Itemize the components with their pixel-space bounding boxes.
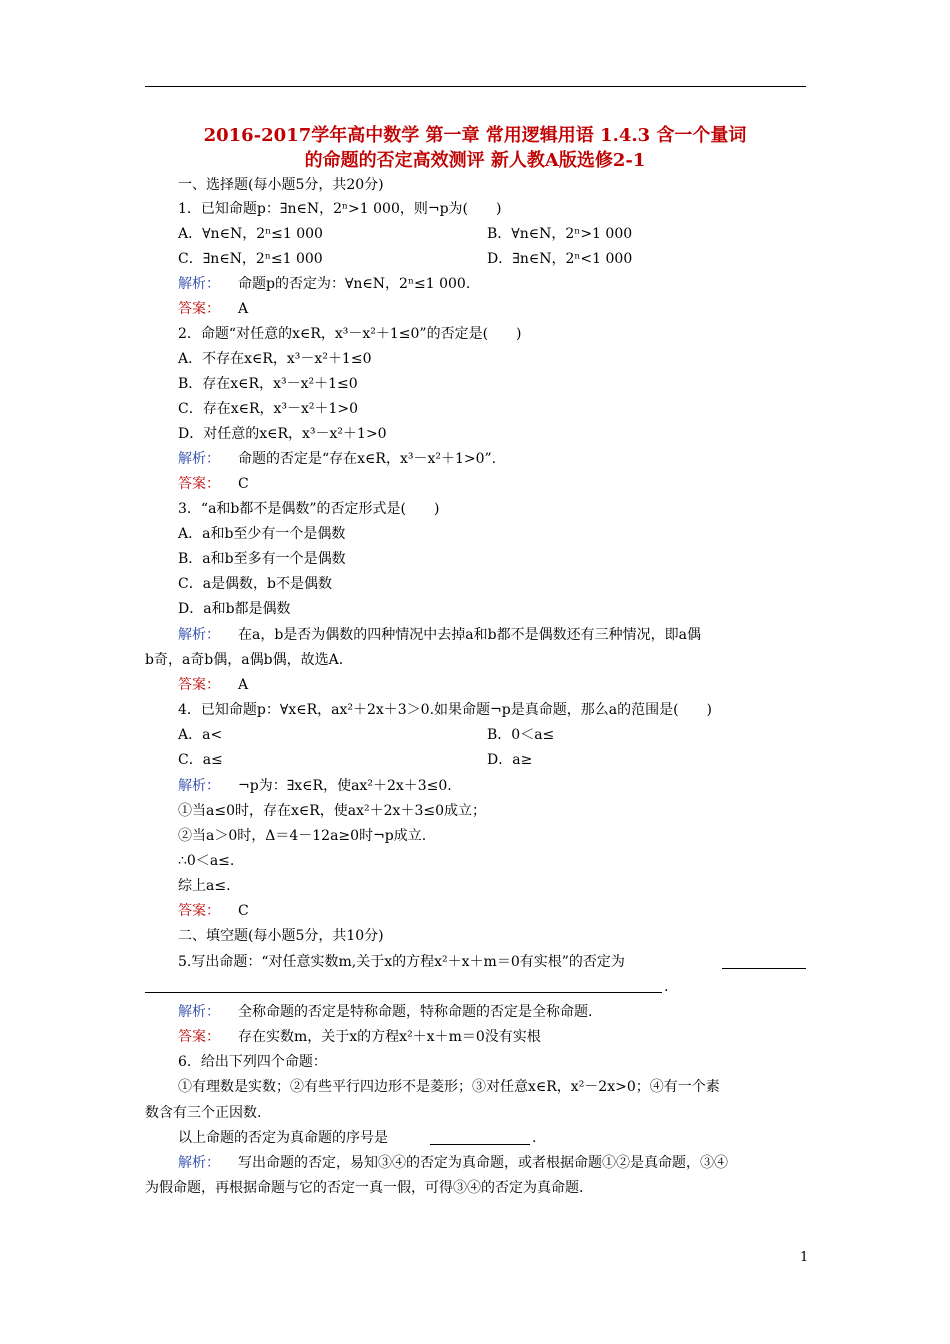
q3-option-d: D．a和b都是偶数 — [178, 601, 291, 617]
q4-step-3: ∴0＜a≤. — [178, 853, 235, 869]
analysis-text: 命题p的否定为：∀n∈N，2ⁿ≤1 000. — [238, 276, 471, 292]
q1-option-a: A．∀n∈N，2ⁿ≤1 000 — [178, 226, 323, 242]
q5-answer-blank — [722, 968, 806, 969]
q3-analysis — [178, 625, 701, 645]
q4-stem: 4．已知命题p：∀x∈R，ax²＋2x＋3＞0.如果命题¬p是真命题，那么a的范围是( ) — [178, 702, 713, 718]
q5-answer — [178, 1027, 541, 1047]
answer-label: 答案： — [178, 301, 220, 317]
q2-analysis — [178, 449, 496, 469]
section-2-heading: 二、填空题(每小题5分，共10分) — [178, 928, 384, 944]
q4-step-4: 综上a≤. — [178, 878, 231, 894]
q3-option-b: B．a和b至多有一个是偶数 — [178, 551, 346, 567]
q5-analysis — [178, 1002, 592, 1022]
q1-answer — [178, 299, 248, 319]
q1-option-d: D．∃n∈N，2ⁿ<1 000 — [487, 251, 633, 267]
q5-end-period: . — [664, 979, 669, 995]
q4-analysis — [178, 776, 452, 796]
q6-analysis — [178, 1153, 728, 1173]
q2-option-a: A．不存在x∈R，x³－x²＋1≤0 — [178, 351, 372, 367]
analysis-label: 解析： — [178, 1155, 220, 1171]
q1-analysis — [178, 274, 470, 294]
q3-answer — [178, 675, 248, 695]
q2-option-c: C．存在x∈R，x³－x²＋1>0 — [178, 401, 359, 417]
analysis-label: 解析： — [178, 627, 220, 643]
q2-option-b: B．存在x∈R，x³－x²＋1≤0 — [178, 376, 358, 392]
q4-option-c: C．a≤ — [178, 752, 223, 768]
analysis-text: 命题的否定是“存在x∈R，x³－x²＋1>0”. — [238, 451, 497, 467]
q4-option-d: D．a≥ — [487, 752, 533, 768]
q3-analysis-cont: b奇，a奇b偶，a偶b偶，故选A. — [145, 652, 344, 668]
doc-title-line1: 2016-2017学年高中数学 第一章 常用逻辑用语 1.4.3 含一个量词 — [203, 125, 747, 146]
q1-stem: 1．已知命题p：∃n∈N，2ⁿ>1 000，则¬p为( ) — [178, 201, 502, 217]
analysis-label: 解析： — [178, 451, 220, 467]
answer-text: 存在实数m，关于x的方程x²＋x＋m＝0没有实根 — [238, 1029, 541, 1045]
q5-answer-blank-line2 — [145, 992, 662, 993]
q6-answer-blank — [430, 1144, 530, 1145]
analysis-text: 全称命题的否定是特称命题，特称命题的否定是全称命题. — [238, 1004, 593, 1020]
analysis-label: 解析： — [178, 276, 220, 292]
q4-option-b: B．0＜a≤ — [487, 727, 555, 743]
q4-answer — [178, 901, 249, 921]
answer-text: A — [238, 301, 249, 317]
q1-option-b: B．∀n∈N，2ⁿ>1 000 — [487, 226, 633, 242]
answer-label: 答案： — [178, 903, 220, 919]
q6-analysis-cont: 为假命题，再根据命题与它的否定一真一假，可得③④的否定为真命题. — [145, 1180, 584, 1196]
analysis-label: 解析： — [178, 778, 220, 794]
q1-option-c: C．∃n∈N，2ⁿ≤1 000 — [178, 251, 323, 267]
q6-propositions: ①有理数是实数；②有些平行四边形不是菱形；③对任意x∈R，x²－2x>0；④有一个素 — [178, 1079, 720, 1095]
q6-propositions-cont: 数含有三个正因数. — [145, 1105, 262, 1121]
q6-stem: 6．给出下列四个命题： — [178, 1054, 327, 1070]
q4-step-1: ①当a≤0时，存在x∈R，使ax²＋2x＋3≤0成立； — [178, 803, 486, 819]
answer-label: 答案： — [178, 476, 220, 492]
q6-end-period: . — [532, 1130, 537, 1146]
answer-label: 答案： — [178, 1029, 220, 1045]
analysis-text: ¬p为：∃x∈R，使ax²＋2x＋3≤0. — [238, 778, 452, 794]
doc-title-line2: 的命题的否定高效测评 新人教A版选修2-1 — [304, 150, 646, 171]
q2-answer — [178, 474, 249, 494]
header-rule — [145, 86, 806, 87]
q5-stem: 5.写出命题：“对任意实数m,关于x的方程x²＋x＋m＝0有实根”的否定为 — [178, 954, 625, 970]
analysis-label: 解析： — [178, 1004, 220, 1020]
analysis-text: 在a，b是否为偶数的四种情况中去掉a和b都不是偶数还有三种情况，即a偶 — [238, 627, 701, 643]
q3-stem: 3．“a和b都不是偶数”的否定形式是( ) — [178, 501, 440, 517]
q3-option-c: C．a是偶数，b不是偶数 — [178, 576, 333, 592]
q2-stem: 2．命题“对任意的x∈R，x³－x²＋1≤0”的否定是( ) — [178, 326, 522, 342]
answer-text: C — [238, 476, 249, 492]
answer-text: C — [238, 903, 249, 919]
q4-step-2: ②当a＞0时，Δ＝4－12a≥0时¬p成立. — [178, 828, 427, 844]
q4-option-a: A．a< — [178, 727, 223, 743]
section-1-heading: 一、选择题(每小题5分，共20分) — [178, 177, 384, 193]
page-number: 1 — [800, 1250, 809, 1265]
q2-option-d: D．对任意的x∈R，x³－x²＋1>0 — [178, 426, 387, 442]
q3-option-a: A．a和b至少有一个是偶数 — [178, 526, 346, 542]
answer-label: 答案： — [178, 677, 220, 693]
answer-text: A — [238, 677, 249, 693]
q6-question: 以上命题的否定为真命题的序号是 — [178, 1130, 388, 1146]
analysis-text: 写出命题的否定，易知③④的否定为真命题，或者根据命题①②是真命题，③④ — [238, 1155, 728, 1171]
